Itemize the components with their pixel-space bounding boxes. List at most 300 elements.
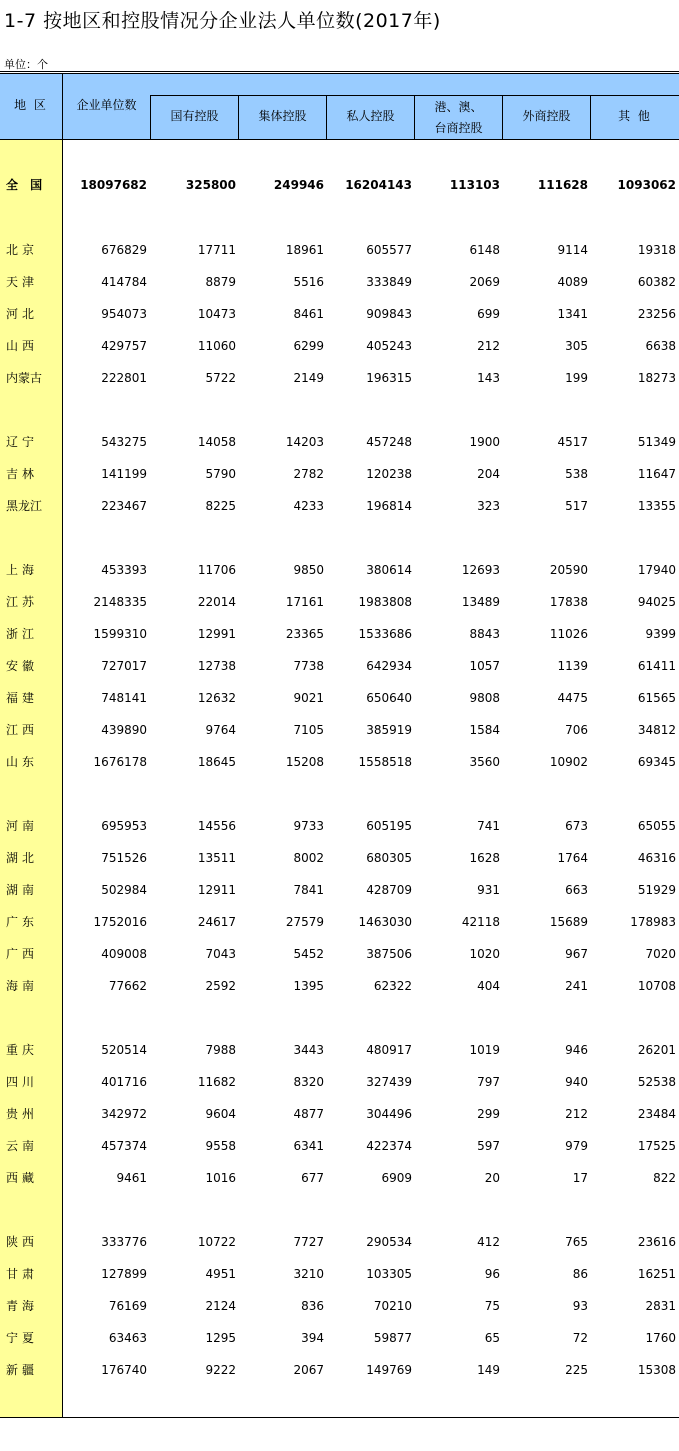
table-row xyxy=(0,560,679,580)
table-cell: 8002 xyxy=(293,851,324,865)
table-cell: 325800 xyxy=(185,178,236,192)
table-cell: 404 xyxy=(477,979,500,993)
table-cell: 2069 xyxy=(469,275,500,289)
region-name: 安徽 xyxy=(6,659,39,673)
region-name: 甘肃 xyxy=(6,1267,39,1281)
table-cell: 149769 xyxy=(366,1363,412,1377)
region-name: 吉林 xyxy=(6,467,39,481)
table-cell: 1020 xyxy=(469,947,500,961)
table-cell: 196315 xyxy=(366,371,412,385)
table-cell: 1093062 xyxy=(617,178,676,192)
table-cell: 439890 xyxy=(101,723,147,737)
table-cell: 1295 xyxy=(205,1331,236,1345)
table-cell: 605577 xyxy=(366,243,412,257)
region-name: 新疆 xyxy=(6,1363,39,1377)
region-name: 福建 xyxy=(6,691,39,705)
table-cell: 14556 xyxy=(197,819,236,833)
table-cell: 1533686 xyxy=(358,627,412,641)
table-row xyxy=(0,175,679,195)
region-name: 山西 xyxy=(6,339,39,353)
table-row xyxy=(0,752,679,772)
table-cell: 12911 xyxy=(197,883,236,897)
region-name: 云南 xyxy=(6,1139,39,1153)
table-row xyxy=(0,1360,679,1380)
table-cell: 113103 xyxy=(449,178,500,192)
table-cell: 11026 xyxy=(549,627,588,641)
table-row xyxy=(0,304,679,324)
table-row xyxy=(0,592,679,612)
table-cell: 103305 xyxy=(366,1267,412,1281)
table-cell: 305 xyxy=(565,339,588,353)
table-cell: 650640 xyxy=(366,691,412,705)
table-cell: 77662 xyxy=(108,979,147,993)
table-cell: 223467 xyxy=(101,499,147,513)
table-cell: 3443 xyxy=(293,1043,324,1057)
table-cell: 1676178 xyxy=(93,755,147,769)
table-cell: 51349 xyxy=(637,435,676,449)
table-cell: 520514 xyxy=(101,1043,147,1057)
table-cell: 111628 xyxy=(537,178,588,192)
table-cell: 422374 xyxy=(366,1139,412,1153)
table-cell: 751526 xyxy=(101,851,147,865)
table-cell: 16251 xyxy=(637,1267,676,1281)
table-cell: 695953 xyxy=(101,819,147,833)
table-cell: 1057 xyxy=(469,659,500,673)
table-cell: 387506 xyxy=(366,947,412,961)
table-cell: 401716 xyxy=(101,1075,147,1089)
table-cell: 931 xyxy=(477,883,500,897)
table-cell: 836 xyxy=(301,1299,324,1313)
table-cell: 5516 xyxy=(293,275,324,289)
table-cell: 428709 xyxy=(366,883,412,897)
table-cell: 1584 xyxy=(469,723,500,737)
table-cell: 46316 xyxy=(637,851,676,865)
table-cell: 17838 xyxy=(549,595,588,609)
table-cell: 10902 xyxy=(549,755,588,769)
table-row xyxy=(0,688,679,708)
table-cell: 13355 xyxy=(637,499,676,513)
table-cell: 62322 xyxy=(373,979,412,993)
table-cell: 1341 xyxy=(557,307,588,321)
table-cell: 3560 xyxy=(469,755,500,769)
table-cell: 9808 xyxy=(469,691,500,705)
table-cell: 797 xyxy=(477,1075,500,1089)
table-cell: 93 xyxy=(572,1299,588,1313)
region-name: 江西 xyxy=(6,723,39,737)
region-name: 重庆 xyxy=(6,1043,39,1057)
table-cell: 7727 xyxy=(293,1235,324,1249)
table-cell: 13511 xyxy=(197,851,236,865)
region-name: 海南 xyxy=(6,979,39,993)
region-name: 河南 xyxy=(6,819,39,833)
table-cell: 5790 xyxy=(205,467,236,481)
table-cell: 5452 xyxy=(293,947,324,961)
table-cell: 51929 xyxy=(637,883,676,897)
header-bottom-rule xyxy=(0,139,679,140)
table-cell: 946 xyxy=(565,1043,588,1057)
table-cell: 176740 xyxy=(101,1363,147,1377)
table-cell: 663 xyxy=(565,883,588,897)
table-cell: 17711 xyxy=(197,243,236,257)
table-cell: 7841 xyxy=(293,883,324,897)
region-name: 陕西 xyxy=(6,1235,39,1249)
table-cell: 23256 xyxy=(637,307,676,321)
table-cell: 17161 xyxy=(285,595,324,609)
table-cell: 65055 xyxy=(637,819,676,833)
table-cell: 241 xyxy=(565,979,588,993)
table-cell: 19318 xyxy=(637,243,676,257)
table-cell: 453393 xyxy=(101,563,147,577)
table-cell: 14058 xyxy=(197,435,236,449)
table-cell: 6909 xyxy=(381,1171,412,1185)
table-cell: 18645 xyxy=(197,755,236,769)
table-cell: 17 xyxy=(572,1171,588,1185)
table-cell: 222801 xyxy=(101,371,147,385)
table-cell: 290534 xyxy=(366,1235,412,1249)
table-cell: 333776 xyxy=(101,1235,147,1249)
table-cell: 20590 xyxy=(549,563,588,577)
table-cell: 23484 xyxy=(637,1107,676,1121)
table-row xyxy=(0,1136,679,1156)
table-row xyxy=(0,976,679,996)
table-cell: 9850 xyxy=(293,563,324,577)
table-cell: 597 xyxy=(477,1139,500,1153)
table-row xyxy=(0,912,679,932)
table-row xyxy=(0,432,679,452)
table-cell: 94025 xyxy=(637,595,676,609)
table-cell: 967 xyxy=(565,947,588,961)
table-cell: 1558518 xyxy=(358,755,412,769)
table-cell: 18961 xyxy=(285,243,324,257)
table-cell: 299 xyxy=(477,1107,500,1121)
unit-label: 单位：个 xyxy=(4,58,48,71)
table-cell: 909843 xyxy=(366,307,412,321)
table-cell: 11060 xyxy=(197,339,236,353)
table-cell: 18097682 xyxy=(80,178,147,192)
region-name: 辽宁 xyxy=(6,435,39,449)
table-cell: 8879 xyxy=(205,275,236,289)
header-state: 国有控股 xyxy=(170,109,219,123)
region-name: 青海 xyxy=(6,1299,39,1313)
table-cell: 15689 xyxy=(549,915,588,929)
table-cell: 333849 xyxy=(366,275,412,289)
page-title: 1-7 按地区和控股情况分企业法人单位数(2017年) xyxy=(4,10,441,32)
table-cell: 765 xyxy=(565,1235,588,1249)
table-cell: 22014 xyxy=(197,595,236,609)
table-cell: 6341 xyxy=(293,1139,324,1153)
table-cell: 517 xyxy=(565,499,588,513)
table-cell: 196814 xyxy=(366,499,412,513)
header-total: 企业单位数 xyxy=(76,98,137,112)
region-name: 广东 xyxy=(6,915,39,929)
table-cell: 27579 xyxy=(285,915,324,929)
table-cell: 59877 xyxy=(373,1331,412,1345)
table-cell: 7105 xyxy=(293,723,324,737)
table-cell: 327439 xyxy=(366,1075,412,1089)
region-name: 广西 xyxy=(6,947,39,961)
table-cell: 605195 xyxy=(366,819,412,833)
table-cell: 1599310 xyxy=(93,627,147,641)
table-cell: 23365 xyxy=(285,627,324,641)
region-name: 西藏 xyxy=(6,1171,39,1185)
table-cell: 409008 xyxy=(101,947,147,961)
table-cell: 15308 xyxy=(637,1363,676,1377)
table-cell: 9764 xyxy=(205,723,236,737)
table-cell: 42118 xyxy=(461,915,500,929)
table-cell: 70210 xyxy=(373,1299,412,1313)
table-cell: 502984 xyxy=(101,883,147,897)
table-cell: 4233 xyxy=(293,499,324,513)
table-cell: 457248 xyxy=(366,435,412,449)
table-cell: 4517 xyxy=(557,435,588,449)
table-cell: 178983 xyxy=(630,915,676,929)
table-cell: 61565 xyxy=(637,691,676,705)
table-cell: 6148 xyxy=(469,243,500,257)
table-cell: 323 xyxy=(477,499,500,513)
table-cell: 143 xyxy=(477,371,500,385)
table-cell: 979 xyxy=(565,1139,588,1153)
table-row xyxy=(0,944,679,964)
table-cell: 429757 xyxy=(101,339,147,353)
table-cell: 24617 xyxy=(197,915,236,929)
table-cell: 127899 xyxy=(101,1267,147,1281)
table-cell: 34812 xyxy=(637,723,676,737)
table-row xyxy=(0,848,679,868)
table-cell: 199 xyxy=(565,371,588,385)
table-cell: 1764 xyxy=(557,851,588,865)
table-cell: 13489 xyxy=(461,595,500,609)
table-row xyxy=(0,1168,679,1188)
table-cell: 12738 xyxy=(197,659,236,673)
table-cell: 9399 xyxy=(645,627,676,641)
table-cell: 10722 xyxy=(197,1235,236,1249)
region-name: 全 国 xyxy=(6,178,47,192)
table-cell: 9558 xyxy=(205,1139,236,1153)
table-cell: 8320 xyxy=(293,1075,324,1089)
table-cell: 1019 xyxy=(469,1043,500,1057)
table-cell: 2782 xyxy=(293,467,324,481)
table-cell: 20 xyxy=(484,1171,500,1185)
table-cell: 10708 xyxy=(637,979,676,993)
table-cell: 394 xyxy=(301,1331,324,1345)
table-cell: 12632 xyxy=(197,691,236,705)
table-row xyxy=(0,1296,679,1316)
table-cell: 2124 xyxy=(205,1299,236,1313)
table-row xyxy=(0,880,679,900)
region-name: 湖南 xyxy=(6,883,39,897)
region-name: 浙江 xyxy=(6,627,39,641)
table-cell: 748141 xyxy=(101,691,147,705)
table-cell: 141199 xyxy=(101,467,147,481)
table-cell: 11647 xyxy=(637,467,676,481)
table-top-rule xyxy=(0,71,679,72)
table-cell: 76169 xyxy=(108,1299,147,1313)
region-name: 四川 xyxy=(6,1075,39,1089)
region-name: 上海 xyxy=(6,563,39,577)
table-cell: 2149 xyxy=(293,371,324,385)
table-cell: 60382 xyxy=(637,275,676,289)
table-row xyxy=(0,1040,679,1060)
table-cell: 954073 xyxy=(101,307,147,321)
table-cell: 405243 xyxy=(366,339,412,353)
table-cell: 6299 xyxy=(293,339,324,353)
table-cell: 9222 xyxy=(205,1363,236,1377)
table-cell: 706 xyxy=(565,723,588,737)
table-cell: 72 xyxy=(572,1331,588,1345)
region-name: 宁夏 xyxy=(6,1331,39,1345)
table-cell: 4951 xyxy=(205,1267,236,1281)
table-row xyxy=(0,624,679,644)
table-cell: 75 xyxy=(484,1299,500,1313)
table-cell: 822 xyxy=(653,1171,676,1185)
table-row xyxy=(0,1072,679,1092)
table-row xyxy=(0,816,679,836)
table-cell: 8461 xyxy=(293,307,324,321)
table-cell: 225 xyxy=(565,1363,588,1377)
table-cell: 120238 xyxy=(366,467,412,481)
header-other: 其 他 xyxy=(618,109,652,123)
region-name: 河北 xyxy=(6,307,39,321)
region-name: 山东 xyxy=(6,755,39,769)
table-row xyxy=(0,1232,679,1252)
table-cell: 1463030 xyxy=(358,915,412,929)
table-cell: 11706 xyxy=(197,563,236,577)
table-cell: 680305 xyxy=(366,851,412,865)
header-private: 私人控股 xyxy=(346,109,395,123)
table-cell: 3210 xyxy=(293,1267,324,1281)
table-cell: 9604 xyxy=(205,1107,236,1121)
table-cell: 7988 xyxy=(205,1043,236,1057)
table-cell: 69345 xyxy=(637,755,676,769)
table-cell: 1752016 xyxy=(93,915,147,929)
region-column xyxy=(0,140,62,1417)
table-cell: 940 xyxy=(565,1075,588,1089)
table-cell: 342972 xyxy=(101,1107,147,1121)
header-hmt-line1: 港、澳、 xyxy=(434,100,483,114)
table-cell: 9114 xyxy=(557,243,588,257)
table-cell: 9021 xyxy=(293,691,324,705)
table-cell: 249946 xyxy=(273,178,324,192)
table-cell: 677 xyxy=(301,1171,324,1185)
table-cell: 2148335 xyxy=(93,595,147,609)
region-name: 湖北 xyxy=(6,851,39,865)
table-row xyxy=(0,1104,679,1124)
table-cell: 61411 xyxy=(637,659,676,673)
table-cell: 4877 xyxy=(293,1107,324,1121)
region-name: 内蒙古 xyxy=(6,371,43,385)
header-collective: 集体控股 xyxy=(258,109,307,123)
table-cell: 204 xyxy=(477,467,500,481)
table-cell: 11682 xyxy=(197,1075,236,1089)
header-hmt-line2: 台商控股 xyxy=(434,121,483,135)
data-table xyxy=(0,71,679,1418)
table-cell: 2067 xyxy=(293,1363,324,1377)
table-cell: 149 xyxy=(477,1363,500,1377)
table-cell: 414784 xyxy=(101,275,147,289)
table-cell: 9733 xyxy=(293,819,324,833)
table-cell: 1900 xyxy=(469,435,500,449)
table-cell: 4475 xyxy=(557,691,588,705)
table-cell: 212 xyxy=(565,1107,588,1121)
table-cell: 1016 xyxy=(205,1171,236,1185)
table-cell: 12693 xyxy=(461,563,500,577)
table-bottom-rule xyxy=(0,1417,679,1418)
table-row xyxy=(0,336,679,356)
table-cell: 385919 xyxy=(366,723,412,737)
table-cell: 6638 xyxy=(645,339,676,353)
table-row xyxy=(0,720,679,740)
table-cell: 2831 xyxy=(645,1299,676,1313)
table-row xyxy=(0,1328,679,1348)
table-cell: 26201 xyxy=(637,1043,676,1057)
table-cell: 1760 xyxy=(645,1331,676,1345)
table-cell: 7738 xyxy=(293,659,324,673)
table-cell: 5722 xyxy=(205,371,236,385)
table-cell: 52538 xyxy=(637,1075,676,1089)
region-name: 贵州 xyxy=(6,1107,39,1121)
table-cell: 1628 xyxy=(469,851,500,865)
table-cell: 741 xyxy=(477,819,500,833)
table-cell: 8225 xyxy=(205,499,236,513)
table-cell: 17525 xyxy=(637,1139,676,1153)
table-cell: 7043 xyxy=(205,947,236,961)
table-row xyxy=(0,240,679,260)
table-row xyxy=(0,464,679,484)
table-cell: 543275 xyxy=(101,435,147,449)
header-foreign: 外商控股 xyxy=(522,109,571,123)
table-cell: 4089 xyxy=(557,275,588,289)
table-row xyxy=(0,1264,679,1284)
table-cell: 12991 xyxy=(197,627,236,641)
table-cell: 1395 xyxy=(293,979,324,993)
region-name: 北京 xyxy=(6,243,39,257)
table-cell: 7020 xyxy=(645,947,676,961)
table-cell: 16204143 xyxy=(345,178,412,192)
table-cell: 23616 xyxy=(637,1235,676,1249)
table-top-rule-inner xyxy=(0,73,679,74)
table-cell: 673 xyxy=(565,819,588,833)
table-row xyxy=(0,272,679,292)
region-name: 天津 xyxy=(6,275,39,289)
table-cell: 1139 xyxy=(557,659,588,673)
region-name: 江苏 xyxy=(6,595,39,609)
table-cell: 380614 xyxy=(366,563,412,577)
table-cell: 1983808 xyxy=(358,595,412,609)
table-cell: 14203 xyxy=(285,435,324,449)
header-region: 地 区 xyxy=(14,98,48,112)
table-cell: 86 xyxy=(572,1267,588,1281)
table-row xyxy=(0,496,679,516)
table-row xyxy=(0,368,679,388)
table-cell: 10473 xyxy=(197,307,236,321)
table-cell: 304496 xyxy=(366,1107,412,1121)
table-cell: 2592 xyxy=(205,979,236,993)
table-cell: 96 xyxy=(484,1267,500,1281)
table-cell: 9461 xyxy=(116,1171,147,1185)
table-cell: 212 xyxy=(477,339,500,353)
table-cell: 65 xyxy=(484,1331,500,1345)
region-name: 黑龙江 xyxy=(6,499,43,513)
table-cell: 18273 xyxy=(637,371,676,385)
table-row xyxy=(0,656,679,676)
table-cell: 457374 xyxy=(101,1139,147,1153)
table-cell: 412 xyxy=(477,1235,500,1249)
table-cell: 676829 xyxy=(101,243,147,257)
table-cell: 699 xyxy=(477,307,500,321)
table-cell: 17940 xyxy=(637,563,676,577)
table-cell: 63463 xyxy=(108,1331,147,1345)
table-cell: 642934 xyxy=(366,659,412,673)
